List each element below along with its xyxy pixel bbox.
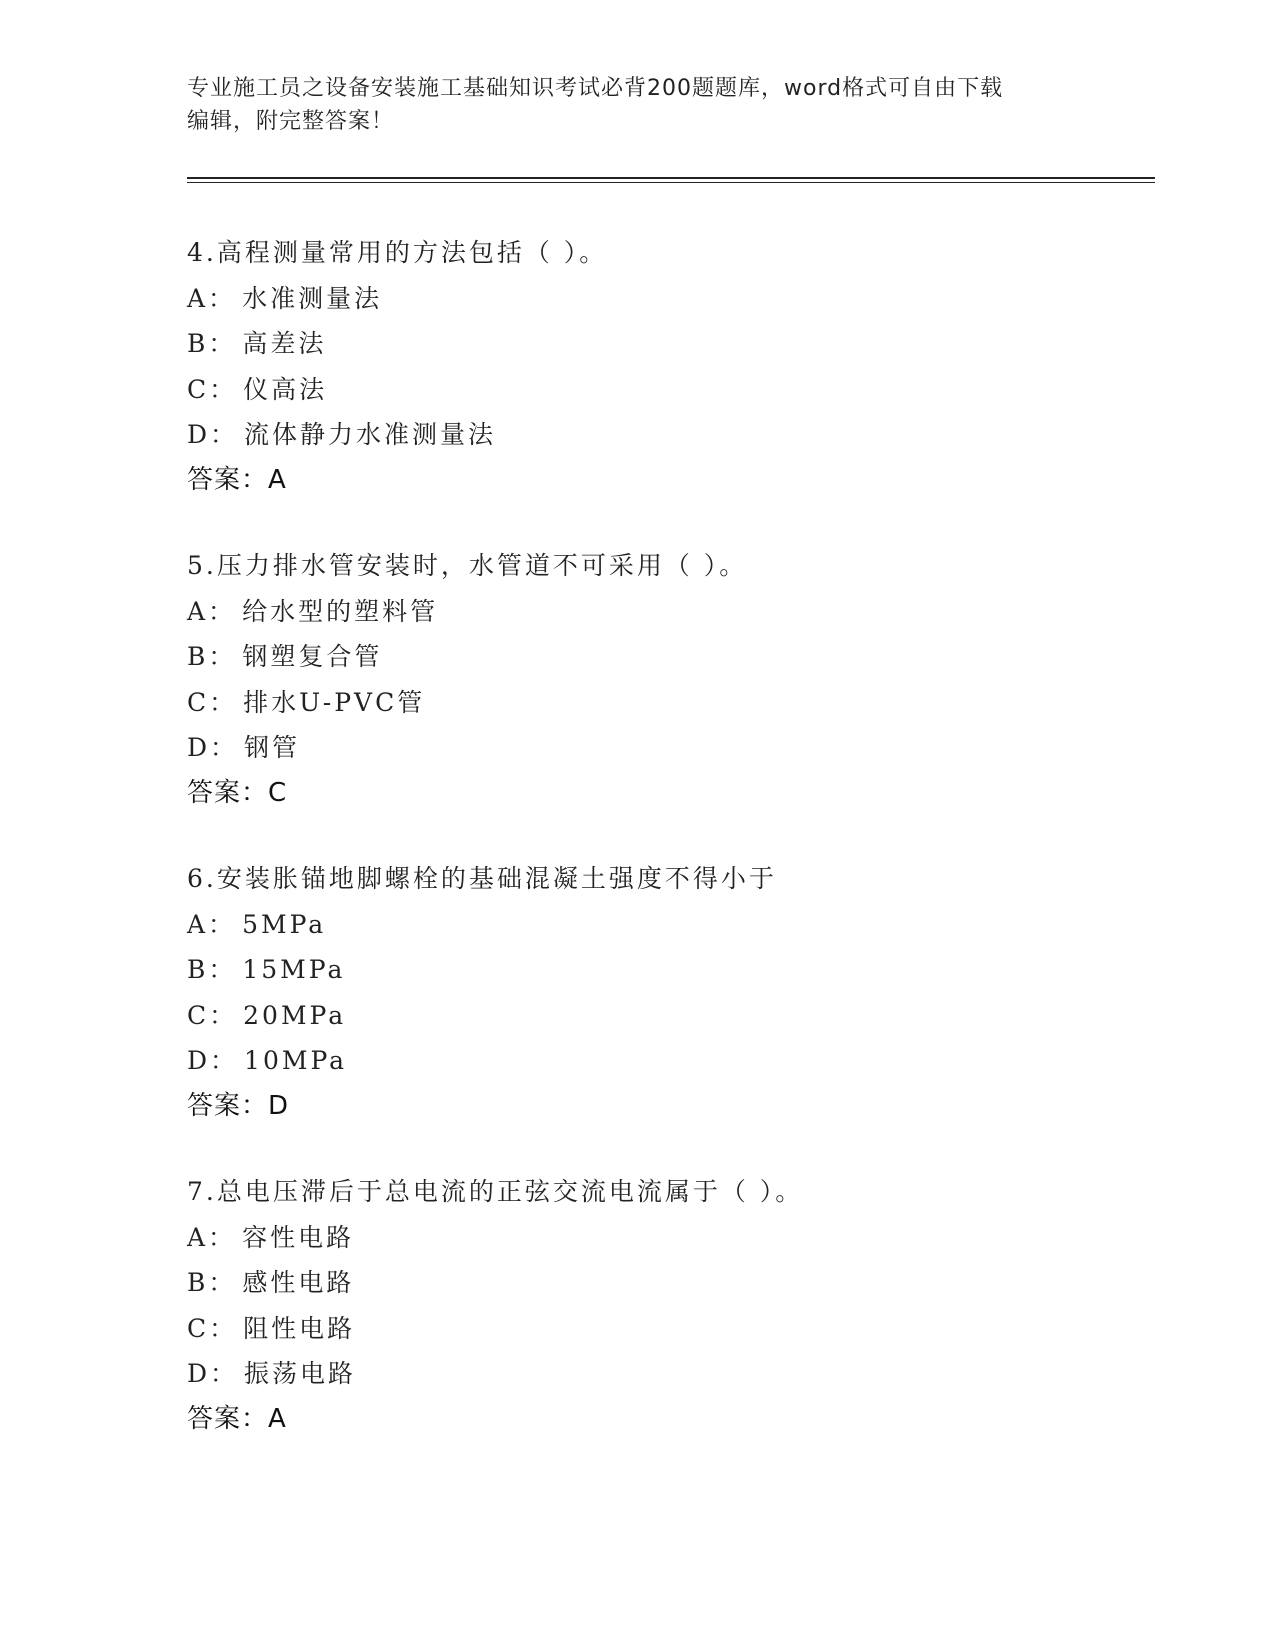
option-key: D： bbox=[187, 1359, 239, 1388]
answer-label: 答案：D bbox=[187, 1090, 290, 1121]
option-key: A： bbox=[187, 909, 237, 939]
option-b bbox=[187, 947, 1147, 993]
option-text: 钢管 bbox=[244, 733, 301, 762]
document-header bbox=[187, 72, 1087, 138]
question-title: 5.压力排水管安装时，水管道不可采用（ ）。 bbox=[187, 551, 748, 580]
option-key: A： bbox=[187, 283, 237, 313]
header-line-1: 专业施工员之设备安装施工基础知识考试必背200题题库，word格式可自由下载 bbox=[187, 76, 1004, 101]
option-a bbox=[187, 276, 1147, 322]
option-d bbox=[187, 1038, 1147, 1084]
option-text: 流体静力水准测量法 bbox=[244, 420, 497, 449]
option-text: 感性电路 bbox=[242, 1268, 355, 1297]
option-text: 10MPa bbox=[244, 1046, 348, 1075]
option-d bbox=[187, 1351, 1147, 1397]
option-d bbox=[187, 725, 1147, 771]
option-key: C： bbox=[187, 687, 238, 717]
option-b bbox=[187, 634, 1147, 680]
question-7 bbox=[187, 1169, 1147, 1442]
option-key: A： bbox=[187, 1222, 237, 1252]
option-key: B： bbox=[187, 1268, 237, 1297]
option-text: 5MPa bbox=[242, 909, 327, 939]
question-5 bbox=[187, 543, 1147, 816]
option-a bbox=[187, 902, 1147, 948]
option-a bbox=[187, 589, 1147, 635]
question-list bbox=[187, 230, 1147, 1482]
option-c bbox=[187, 1306, 1147, 1352]
question-4 bbox=[187, 230, 1147, 503]
option-text: 容性电路 bbox=[242, 1222, 355, 1252]
option-key: B： bbox=[187, 329, 237, 358]
option-key: C： bbox=[187, 374, 238, 404]
answer-label: 答案：A bbox=[187, 464, 287, 495]
option-key: A： bbox=[187, 596, 237, 626]
option-text: 仪高法 bbox=[243, 374, 328, 404]
option-key: D： bbox=[187, 420, 239, 449]
option-c bbox=[187, 367, 1147, 413]
header-divider bbox=[187, 177, 1155, 183]
option-b bbox=[187, 1260, 1147, 1306]
option-text: 15MPa bbox=[242, 955, 346, 984]
option-key: B： bbox=[187, 955, 237, 984]
option-text: 20MPa bbox=[243, 1000, 347, 1030]
option-key: D： bbox=[187, 1046, 239, 1075]
answer-label: 答案：C bbox=[187, 777, 288, 808]
question-title: 7.总电压滞后于总电流的正弦交流电流属于（ ）。 bbox=[187, 1177, 804, 1206]
option-b bbox=[187, 321, 1147, 367]
answer-label: 答案：A bbox=[187, 1403, 287, 1434]
question-title: 4.高程测量常用的方法包括（ ）。 bbox=[187, 238, 608, 267]
option-key: D： bbox=[187, 733, 239, 762]
header-line-2: 编辑，附完整答案！ bbox=[187, 109, 395, 134]
question-6 bbox=[187, 856, 1147, 1129]
option-text: 排水U-PVC管 bbox=[243, 687, 426, 717]
option-key: C： bbox=[187, 1313, 238, 1343]
option-key: C： bbox=[187, 1000, 238, 1030]
option-key: B： bbox=[187, 642, 237, 671]
option-c bbox=[187, 993, 1147, 1039]
option-text: 钢塑复合管 bbox=[242, 642, 383, 671]
option-text: 给水型的塑料管 bbox=[242, 596, 439, 626]
question-title: 6.安装胀锚地脚螺栓的基础混凝土强度不得小于 bbox=[187, 864, 777, 893]
option-text: 阻性电路 bbox=[243, 1313, 356, 1343]
option-text: 水准测量法 bbox=[242, 283, 383, 313]
option-text: 高差法 bbox=[242, 329, 327, 358]
option-d bbox=[187, 412, 1147, 458]
option-a bbox=[187, 1215, 1147, 1261]
option-c bbox=[187, 680, 1147, 726]
option-text: 振荡电路 bbox=[244, 1359, 357, 1388]
